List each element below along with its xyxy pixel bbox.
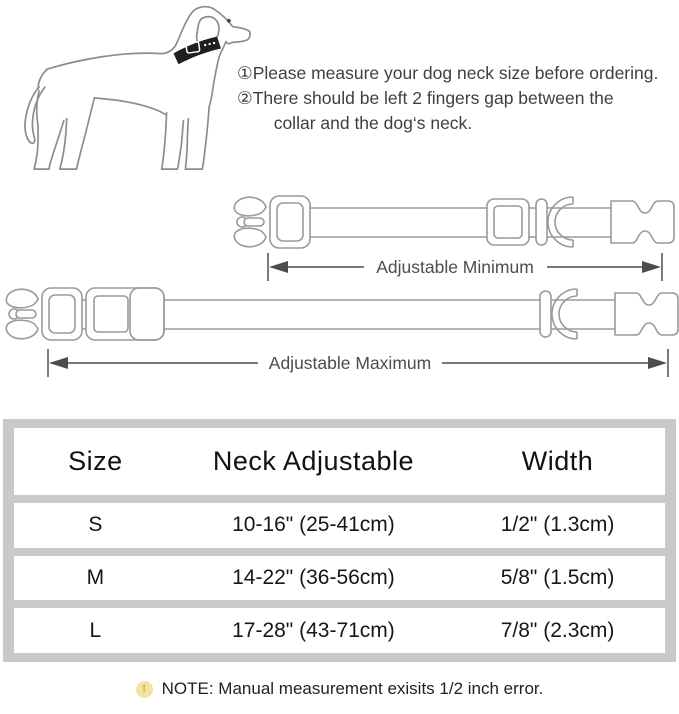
step-1-number: ① xyxy=(237,63,253,83)
cell-size: L xyxy=(89,618,102,642)
dog-eye-dot xyxy=(227,19,231,23)
instruction-step-1 xyxy=(237,61,679,86)
measurement-note xyxy=(0,678,679,700)
table-row-l xyxy=(14,608,665,653)
collar-minimum-illustration xyxy=(228,191,679,251)
min-arrow-label: Adjustable Minimum xyxy=(376,257,534,277)
adjustable-maximum-measure xyxy=(30,346,679,380)
collar-max-icon xyxy=(0,282,679,345)
cell-neck: 17-28" (43-71cm) xyxy=(232,618,395,642)
dog-illustration xyxy=(8,2,258,178)
dog-side-view-icon xyxy=(8,2,258,178)
cell-size: M xyxy=(86,566,105,589)
note-text: NOTE: Manual measurement exisits 1/2 inch error. xyxy=(161,679,544,698)
adjustable-minimum-measure xyxy=(250,250,679,284)
cell-size: S xyxy=(88,513,103,537)
cell-width: 7/8" (2.3cm) xyxy=(500,618,615,642)
cell-neck: 10-16" (25-41cm) xyxy=(232,513,395,537)
header-size: Size xyxy=(68,446,123,476)
step-2-text: There should be left 2 fingers gap between the collar and the dog‘s neck. xyxy=(252,88,614,133)
instruction-step-2 xyxy=(237,86,679,136)
step-2-number: ② xyxy=(237,88,253,108)
cell-width: 1/2" (1.3cm) xyxy=(500,513,615,537)
table-header-row xyxy=(14,428,665,495)
size-table xyxy=(3,419,676,662)
max-arrow-label: Adjustable Maximum xyxy=(268,353,432,373)
min-double-arrow-icon xyxy=(250,250,679,284)
table-row-s xyxy=(14,503,665,548)
table-row-m xyxy=(14,556,665,601)
exclamation-circle-icon: ! xyxy=(136,681,153,698)
max-double-arrow-icon xyxy=(30,346,679,380)
collar-maximum-illustration xyxy=(0,282,679,345)
step-1-text: Please measure your dog neck size before ordering. xyxy=(252,63,659,83)
cell-neck: 14-22" (36-56cm) xyxy=(232,566,395,589)
cell-width: 5/8" (1.5cm) xyxy=(500,566,615,589)
header-width: Width xyxy=(521,446,594,476)
header-neck-adjustable: Neck Adjustable xyxy=(212,446,415,476)
collar-min-icon xyxy=(228,191,679,251)
instructions-list xyxy=(237,61,679,136)
